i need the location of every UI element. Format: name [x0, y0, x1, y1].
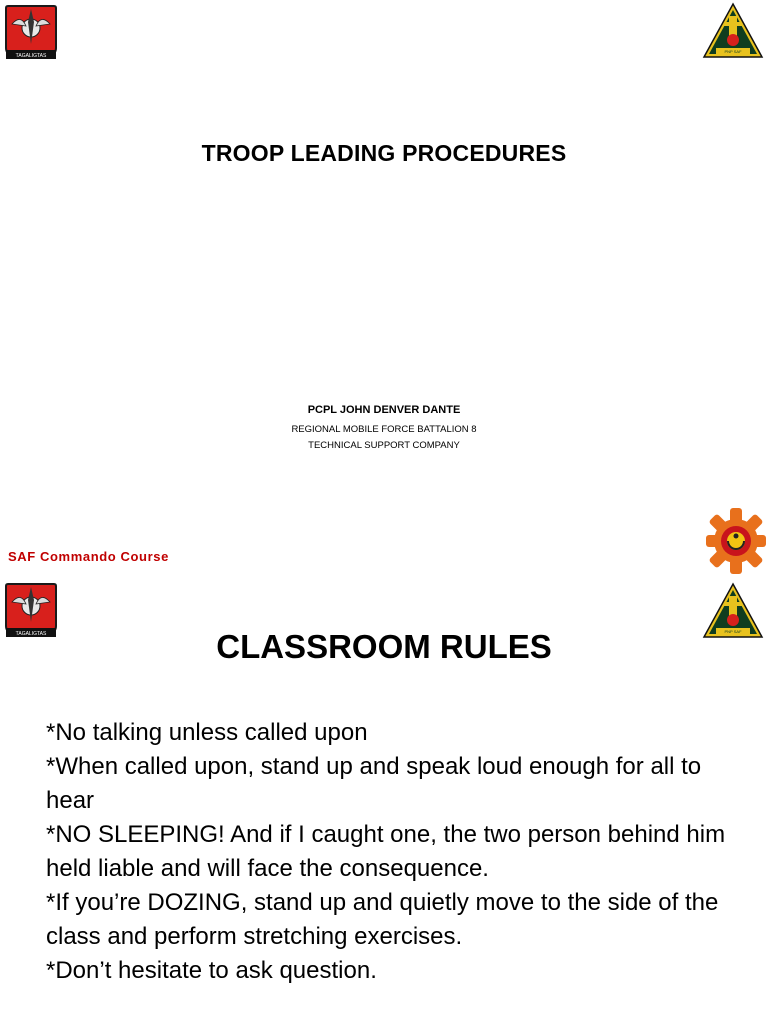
- rule-item: *NO SLEEPING! And if I caught one, the two person behind him held liable and will face the consequence.: [46, 821, 726, 882]
- unit-name: REGIONAL MOBILE FORCE BATTALION 8: [291, 424, 477, 435]
- presenter-name: PCPL JOHN DENVER DANTE: [307, 404, 461, 416]
- rule-item: *When called upon, stand up and speak loud enough for all to hear: [46, 753, 702, 814]
- pnp-saf-logo-icon: [702, 2, 764, 60]
- rule-item: *If you’re DOZING, stand up and quietly move to the side of the class and perform stretching exercises.: [46, 889, 719, 950]
- rules-list: [46, 716, 746, 988]
- rule-item: *Don’t hesitate to ask question.: [46, 957, 377, 984]
- saf-logo-text: TAGALIGTAS: [15, 631, 47, 637]
- pnp-gear-seal-logo-icon: [706, 508, 766, 574]
- saf-logo-text: TAGALIGTAS: [15, 53, 47, 59]
- pnp-logo-text: PNP SAF: [724, 629, 742, 634]
- rules-slide: [0, 576, 768, 1024]
- saf-tagaligtas-logo-icon: [4, 4, 58, 60]
- rule-item: *No talking unless called upon: [46, 719, 368, 746]
- company-name: TECHNICAL SUPPORT COMPANY: [308, 440, 460, 451]
- course-label: SAF Commando Course: [8, 549, 169, 564]
- slide-title: TROOP LEADING PROCEDURES: [201, 140, 567, 166]
- slide-title: CLASSROOM RULES: [216, 628, 552, 665]
- pnp-logo-text: PNP SAF: [724, 49, 742, 54]
